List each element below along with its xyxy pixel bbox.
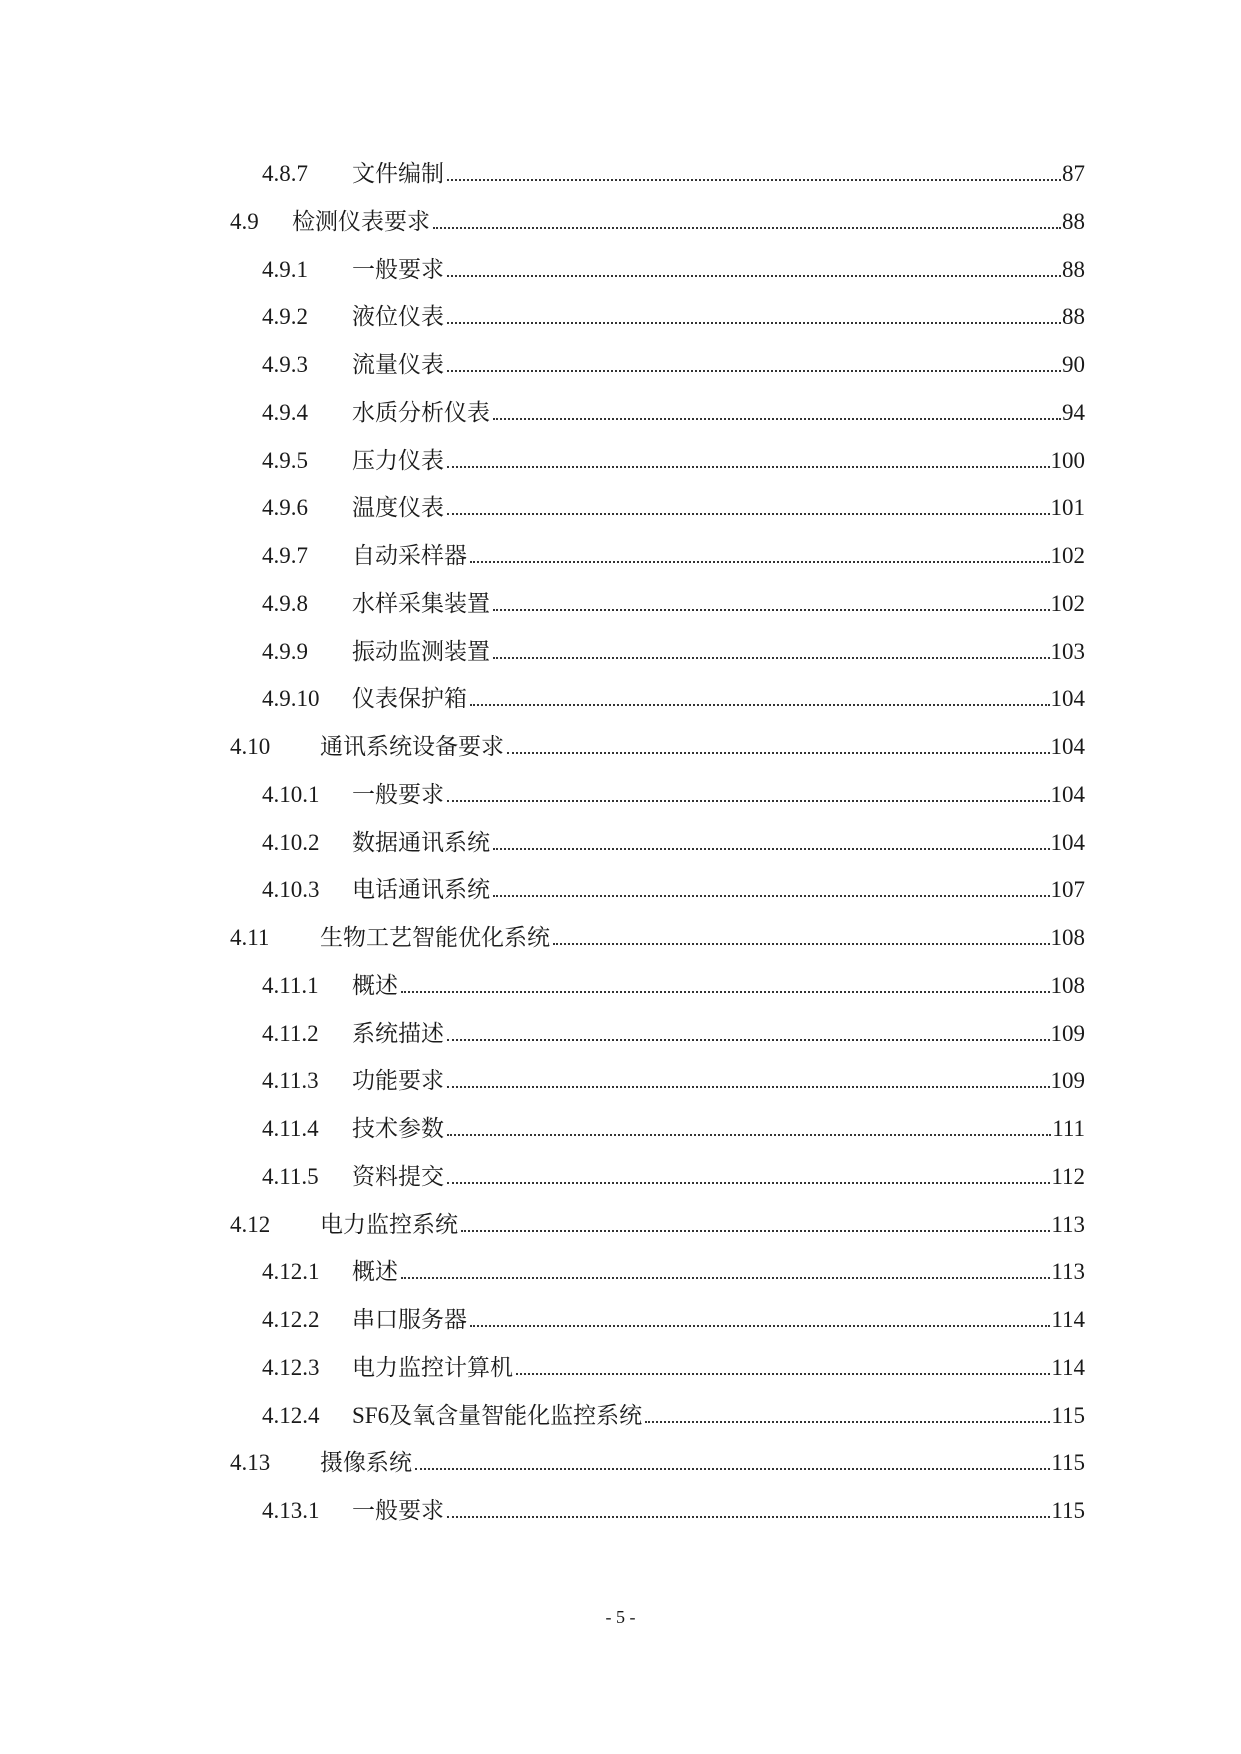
toc-entry-title: 功能要求 [352,1068,444,1094]
toc-entry[interactable] [262,339,1085,379]
toc-entry[interactable] [262,1103,1085,1143]
toc-entry-title: 液位仪表 [352,304,444,330]
toc-dot-leader [470,704,1050,706]
toc-dot-leader [507,752,1050,754]
toc-dot-leader [447,1516,1050,1518]
toc-dot-leader [447,466,1050,468]
toc-entry-number: 4.9.7 [262,543,308,568]
toc-entry-title: 通讯系统设备要求 [320,734,504,759]
toc-entry-title: 压力仪表 [352,447,444,473]
toc-entry-number: 4.9.10 [262,686,320,712]
toc-entry-page: 115 [1051,1498,1085,1523]
toc-entry-title: 摄像系统 [320,1450,412,1476]
toc-entry-title: 串口服务器 [352,1307,467,1332]
toc-entry-title: 概述 [352,972,398,998]
toc-entry[interactable] [262,673,1085,713]
toc-entry-page: 104 [1050,734,1085,759]
toc-dot-leader [447,1039,1050,1041]
toc-entry[interactable] [262,1485,1085,1525]
toc-entry-title: 概述 [352,1259,398,1285]
toc-entry-number: 4.12.1 [262,1259,320,1285]
toc-entry[interactable] [262,1151,1085,1191]
toc-dot-leader [447,1134,1051,1136]
toc-entry-number: 4.10.1 [262,781,320,807]
toc-entry-number: 4.9.1 [262,256,308,282]
toc-entry-page: 88 [1062,304,1085,330]
toc-dot-leader [493,895,1050,897]
toc-entry-number: 4.11 [230,925,270,950]
toc-entry-page: 104 [1050,781,1085,807]
toc-entry-number: 4.8.7 [262,161,308,186]
toc-entry-number: 4.11.3 [262,1068,319,1094]
toc-entry[interactable] [262,435,1085,475]
toc-entry-title: 流量仪表 [352,352,444,377]
toc-entry-title: 一般要求 [352,1498,444,1523]
toc-entry[interactable] [230,196,1085,236]
toc-entry-title: 文件编制 [352,161,444,186]
toc-entry[interactable] [262,817,1085,857]
toc-entry-page: 107 [1050,877,1085,903]
toc-entry-number: 4.9.8 [262,590,308,616]
toc-entry-title: 自动采样器 [352,543,467,568]
toc-entry[interactable] [262,387,1085,427]
toc-entry-number: 4.9 [230,208,259,234]
toc-dot-leader [447,179,1061,181]
toc-entry-number: 4.12.4 [262,1402,320,1428]
toc-entry-page: 88 [1062,256,1085,282]
toc-entry[interactable] [262,1008,1085,1048]
toc-dot-leader [447,370,1061,372]
toc-entry-number: 4.10.2 [262,829,320,855]
toc-entry-title: 检测仪表要求 [292,208,430,234]
toc-entry-number: 4.12.3 [262,1354,320,1380]
toc-entry[interactable] [262,1246,1085,1286]
toc-entry-number: 4.12 [230,1211,271,1237]
toc-dot-leader [447,322,1061,324]
toc-entry-page: 88 [1062,208,1085,234]
toc-entry-page: 111 [1052,1116,1085,1141]
toc-entry-page: 101 [1050,495,1085,521]
toc-entry[interactable] [262,960,1085,1000]
toc-entry[interactable] [262,148,1085,188]
toc-entry-number: 4.9.3 [262,352,308,377]
toc-entry-page: 114 [1051,1307,1085,1332]
page-number: - 5 - [605,1607,636,1627]
toc-entry-number: 4.11.2 [262,1020,319,1046]
toc-entry-number: 4.9.4 [262,399,308,425]
toc-dot-leader [401,1277,1050,1279]
toc-dot-leader [493,848,1050,850]
toc-entry-title: 电力监控系统 [320,1211,458,1237]
toc-entry-number: 4.9.2 [262,304,308,330]
toc-entry[interactable] [262,864,1085,904]
toc-entry-page: 90 [1062,352,1085,377]
toc-entry[interactable] [262,291,1085,331]
toc-entry-title: 技术参数 [352,1116,444,1141]
toc-entry-title: 温度仪表 [352,495,444,521]
toc-dot-leader [645,1421,1050,1423]
toc-entry-number: 4.11.1 [262,972,319,998]
toc-dot-leader [553,943,1050,945]
toc-dot-leader [447,275,1061,277]
toc-entry-title: 生物工艺智能优化系统 [320,925,550,950]
toc-entry-page: 102 [1050,543,1085,568]
toc-entry-title: 资料提交 [352,1163,444,1189]
toc-entry[interactable] [262,530,1085,570]
toc-dot-leader [470,561,1050,563]
toc-entry-number: 4.12.2 [262,1307,320,1332]
toc-entry[interactable] [262,1294,1085,1334]
toc-entry-page: 113 [1051,1259,1085,1285]
toc-dot-leader [447,513,1050,515]
toc-entry-page: 100 [1050,447,1085,473]
toc-entry-number: 4.10 [230,734,271,759]
toc-entry-page: 115 [1051,1402,1085,1428]
toc-dot-leader [447,800,1050,802]
toc-entry[interactable] [230,1437,1085,1477]
toc-entry[interactable] [262,482,1085,522]
toc-dot-leader [447,1182,1050,1184]
toc-entry[interactable] [230,912,1085,952]
toc-entry[interactable] [262,1342,1085,1382]
toc-entry-number: 4.9.5 [262,447,308,473]
toc-dot-leader [470,1325,1050,1327]
toc-entry-number: 4.13.1 [262,1498,320,1523]
toc-entry[interactable] [262,1390,1085,1430]
toc-entry[interactable] [262,578,1085,618]
toc-dot-leader [461,1230,1050,1232]
toc-entry-page: 114 [1051,1354,1085,1380]
toc-entry-page: 112 [1051,1163,1085,1189]
toc-entry-page: 109 [1050,1020,1085,1046]
toc-entry-page: 102 [1050,590,1085,616]
toc-dot-leader [493,657,1050,659]
toc-entry-page: 108 [1050,925,1085,950]
toc-dot-leader [493,609,1050,611]
toc-entry-title: 一般要求 [352,256,444,282]
toc-entry-number: 4.10.3 [262,877,320,903]
toc-entry-title: 水样采集装置 [352,590,490,616]
toc-entry-page: 108 [1050,972,1085,998]
toc-entry-page: 87 [1062,161,1085,186]
toc-dot-leader [415,1468,1050,1470]
toc-entry-number: 4.9.9 [262,638,308,664]
toc-entry-title: 仪表保护箱 [352,686,467,712]
toc-entry-title: 电力监控计算机 [352,1354,513,1380]
toc-entry-title: 一般要求 [352,781,444,807]
toc-entry-page: 109 [1050,1068,1085,1094]
toc-entry-page: 113 [1051,1211,1085,1237]
toc-entry-title: 数据通讯系统 [352,829,490,855]
toc-entry-number: 4.13 [230,1450,271,1476]
toc-entry-title: 电话通讯系统 [352,877,490,903]
toc-entry-page: 104 [1050,829,1085,855]
toc-entry[interactable] [262,244,1085,284]
toc-entry-number: 4.11.5 [262,1163,319,1189]
toc-entry-page: 94 [1062,399,1085,425]
toc-entry-page: 104 [1050,686,1085,712]
toc-dot-leader [447,1086,1050,1088]
toc-entry-page: 103 [1050,638,1085,664]
toc-entry[interactable] [230,1199,1085,1239]
toc-entry-title: SF6及氧含量智能化监控系统 [352,1402,643,1428]
toc-entry[interactable] [230,721,1085,761]
toc-entry-page: 115 [1051,1450,1085,1476]
toc-entry[interactable] [262,1055,1085,1095]
toc-dot-leader [401,991,1050,993]
toc-entry-title: 系统描述 [352,1020,444,1046]
toc-entry[interactable] [262,769,1085,809]
toc-dot-leader [516,1373,1050,1375]
toc-entry[interactable] [262,626,1085,666]
toc-entry-title: 水质分析仪表 [352,399,490,425]
toc-entry-number: 4.11.4 [262,1116,319,1141]
toc-entry-number: 4.9.6 [262,495,308,521]
toc-dot-leader [493,418,1061,420]
toc-entry-title: 振动监测装置 [352,638,490,664]
toc-dot-leader [433,227,1061,229]
